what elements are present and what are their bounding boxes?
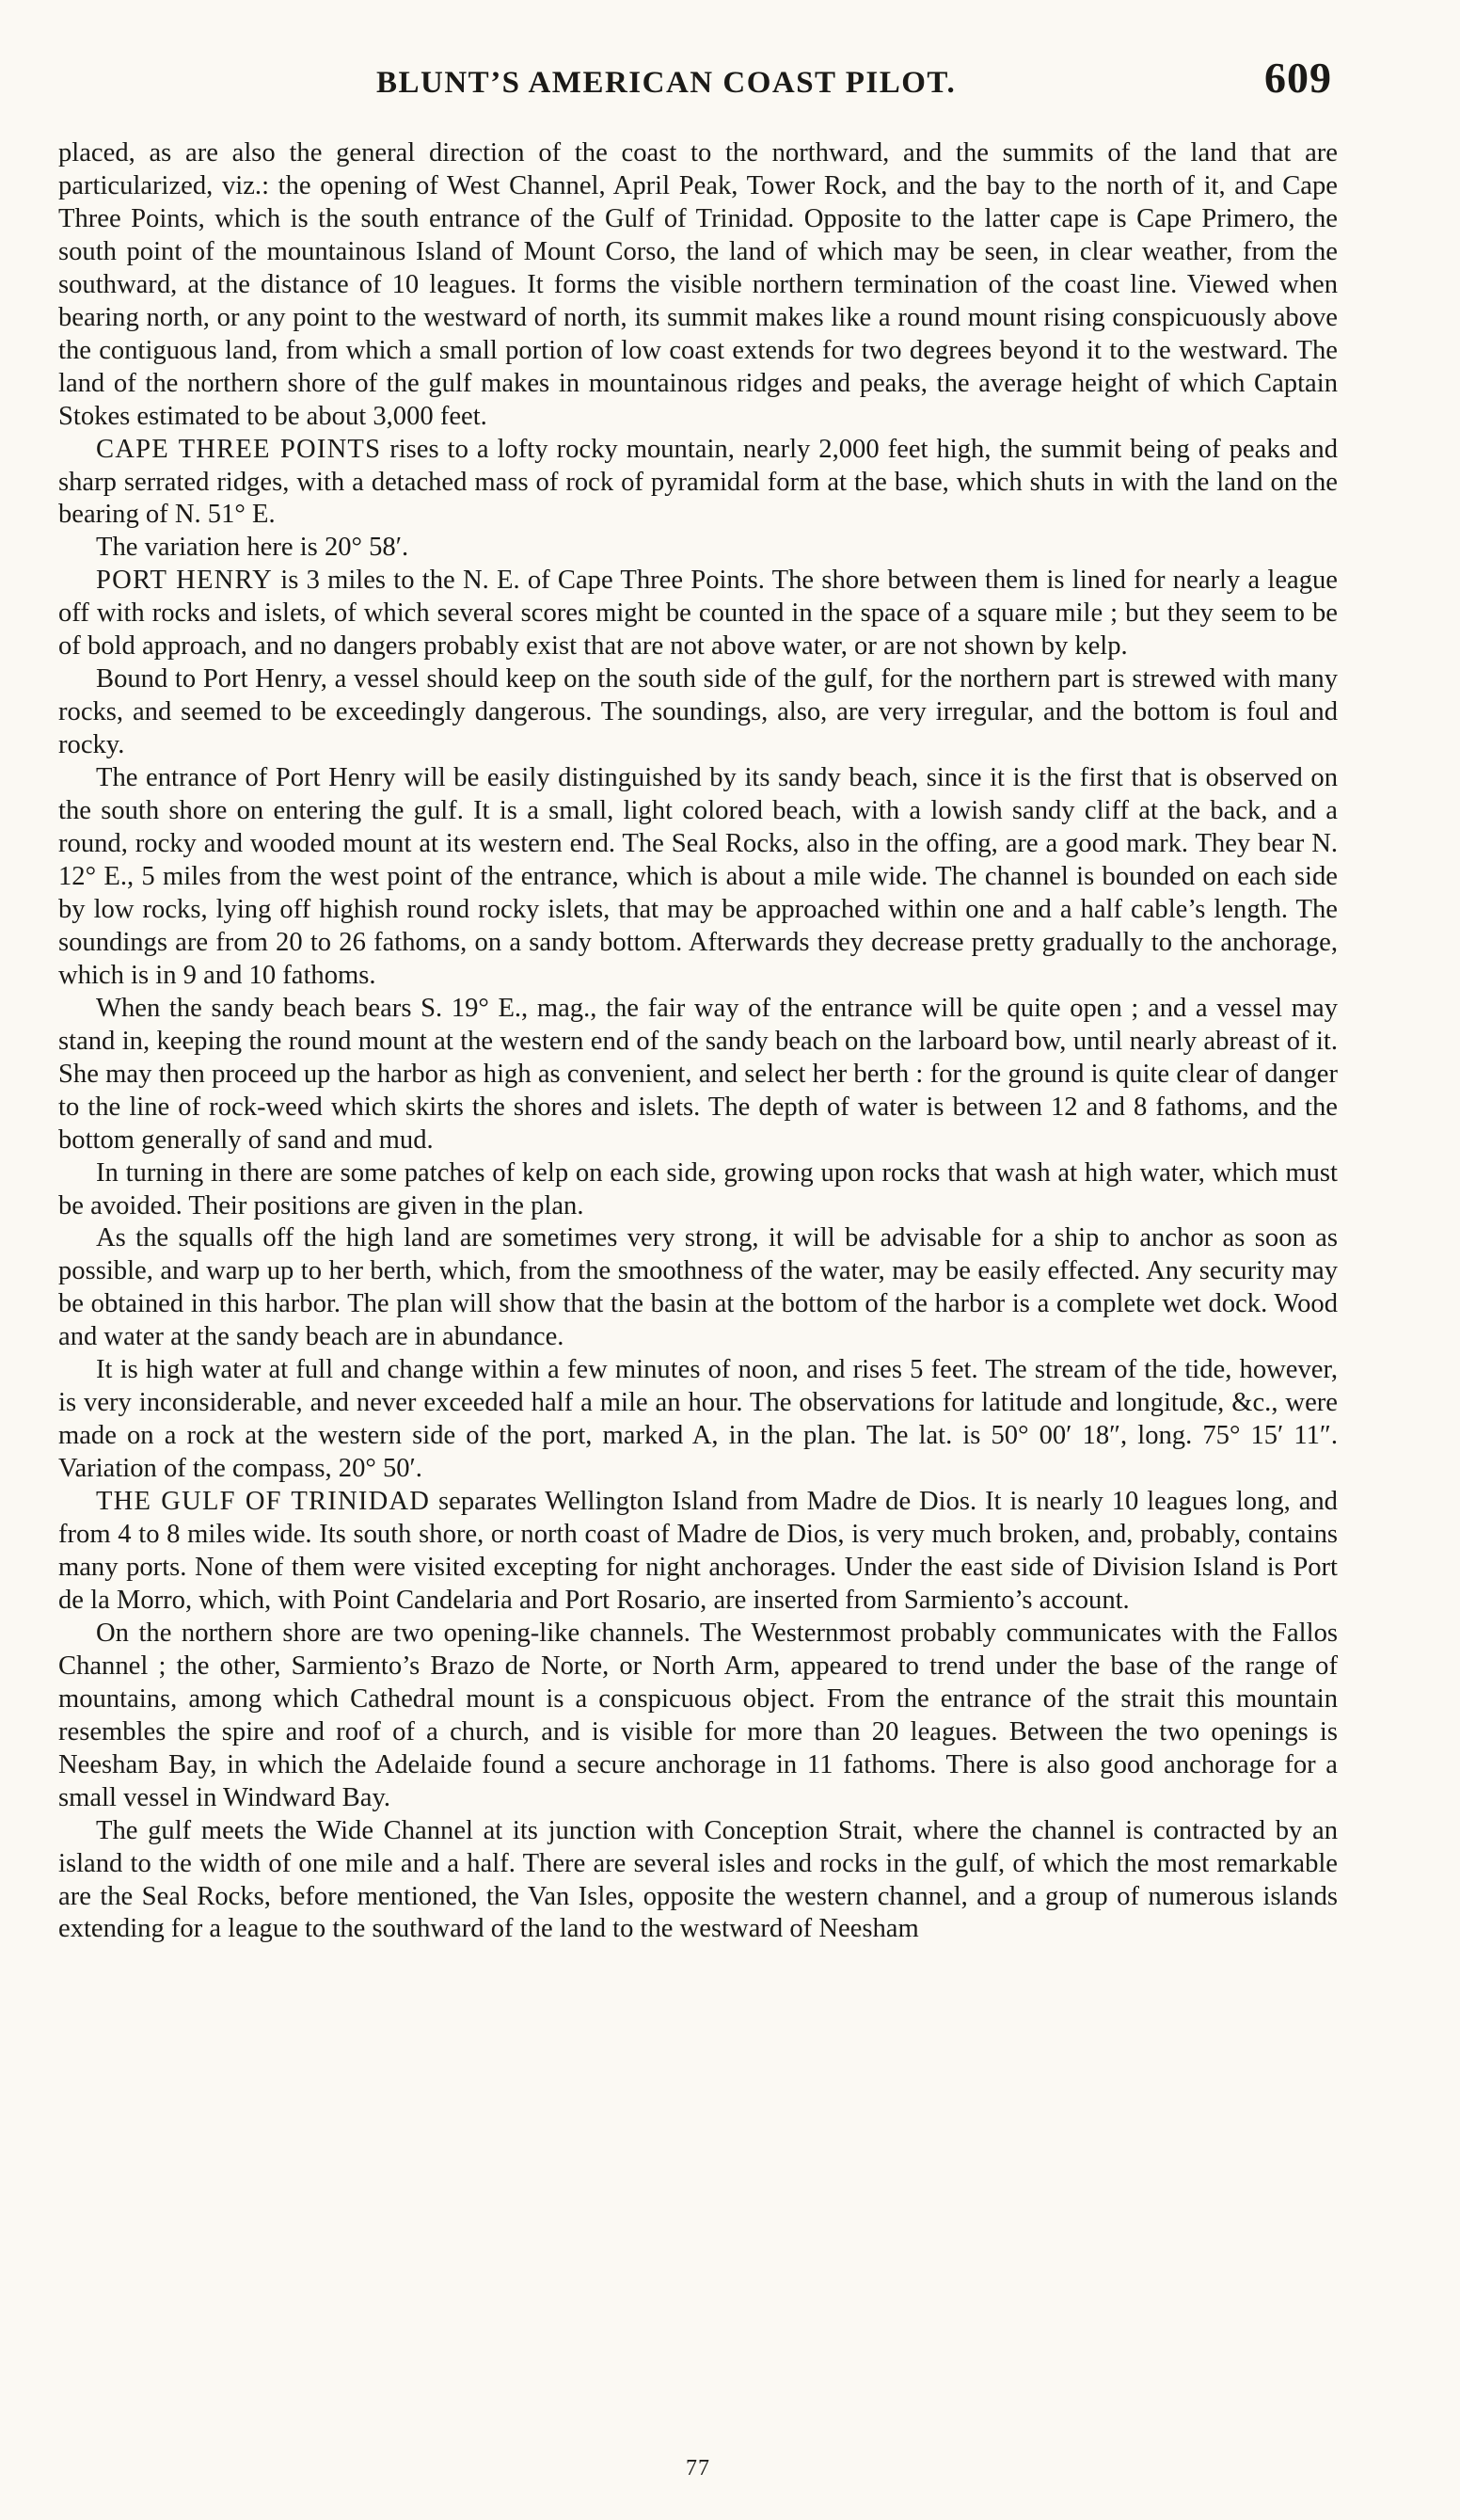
- paragraph-text: placed, as are also the general direction of the coast to the northward, and the summits of the land that are particularized, viz.: the opening of West Channel, April Peak, Tower Rock, and the bay to the north of it, and Cape Three Points, which is the south entrance of the Gulf of Trinidad. Opposite to the latter cape is Cape Primero, the south point of the mountainous Island of Mount Corso, the land of which may be seen, in clear weather, from the southward, at the distance of 10 leagues. It forms the visible northern termination of the coast line. Viewed when bearing north, or any point to the westward of north, its summit makes like a round mount rising conspicuously above the contiguous land, from which a small portion of low coast extends for two degrees beyond it to the westward. The land of the northern shore of the gulf makes in mountainous ridges and peaks, the average height of which Captain Stokes estimated to be about 3,000 feet.: [58, 138, 1338, 431]
- paragraph: [58, 1815, 1338, 1947]
- paragraph-text: Bound to Port Henry, a vessel should keep on the south side of the gulf, for the northern part is strewed with many rocks, and seemed to be exceedingly dangerous. The soundings, also, are very irregular, and the bottom is foul and rocky.: [58, 664, 1338, 760]
- paragraph: [58, 1354, 1338, 1486]
- paragraph-text: The entrance of Port Henry will be easily distinguished by its sandy beach, since it is the first that is observed on the south shore on entering the gulf. It is a small, light colored beach, with a lowish sandy cliff at the back, and a round, rocky and wooded mount at its western end. The Seal Rocks, also in the offing, are a good mark. They bear N. 12° E., 5 miles from the west point of the entrance, which is about a mile wide. The channel is bounded on each side by low rocks, lying off highish round rocky islets, that may be approached within one and a half cable’s length. The soundings are from 20 to 26 fathoms, on a sandy bottom. Afterwards they decrease pretty gradually to the anchorage, which is in 9 and 10 fathoms.: [58, 763, 1338, 990]
- paragraph: [58, 1486, 1338, 1618]
- paragraph: [58, 663, 1338, 762]
- paragraph-lead: CAPE THREE POINTS: [96, 434, 382, 464]
- paragraph: [58, 1222, 1338, 1354]
- paragraph: [58, 762, 1338, 993]
- paragraph: [58, 565, 1338, 663]
- paragraph-text: When the sandy beach bears S. 19° E., mag., the fair way of the entrance will be quite open ; and a vessel may stand in, keeping the round mount at the western end of the sandy beach on the larboard bow, until nearly abreast of it. She may then proceed up the harbor as high as convenient, and select her berth : for the ground is quite clear of danger to the line of rock-weed which skirts the shores and islets. The depth of water is between 12 and 8 fathoms, and the bottom generally of sand and mud.: [58, 993, 1338, 1155]
- page-header: [58, 49, 1338, 117]
- paragraph-text: separates Wellington Island from Madre de Dios. It is nearly 10 leagues long, and from 4 to 8 miles wide. Its south shore, or north coast of Madre de Dios, is very much broken, and, probably, contains many ports. None of them were visited excepting for night anchorages. Under the east side of Division Island is Port de la Morro, which, with Point Candelaria and Port Rosario, are inserted from Sarmiento’s account.: [58, 1487, 1338, 1615]
- paragraph: [58, 137, 1338, 434]
- page-number: 609: [1264, 54, 1332, 102]
- running-title: BLUNT’S AMERICAN COAST PILOT.: [376, 66, 957, 100]
- signature-mark: 77: [686, 2456, 710, 2480]
- paragraph-text: On the northern shore are two opening-like channels. The Westernmost probably communicates with the Fallos Channel ; the other, Sarmiento’s Brazo de Norte, or North Arm, appeared to trend under the base of the range of mountains, among which Cathedral mount is a conspicuous object. From the entrance of the strait this mountain resembles the spire and roof of a church, and is visible for more than 20 leagues. Between the two openings is Neesham Bay, in which the Adelaide found a secure anchorage in 11 fathoms. There is also good anchorage for a small vessel in Windward Bay.: [58, 1618, 1338, 1812]
- paragraph-text: As the squalls off the high land are sometimes very strong, it will be advisable for a ship to anchor as soon as possible, and warp up to her berth, which, from the smoothness of the water, may be easily effected. Any security may be obtained in this harbor. The plan will show that the basin at the bottom of the harbor is a complete wet dock. Wood and water at the sandy beach are in abundance.: [58, 1223, 1338, 1352]
- paragraph: [58, 993, 1338, 1157]
- book-page: [58, 49, 1338, 2496]
- paragraph-text: The gulf meets the Wide Channel at its junction with Conception Strait, where the channel is contracted by an island to the width of one mile and a half. There are several isles and rocks in the gulf, of which the most remarkable are the Seal Rocks, before mentioned, the Van Isles, opposite the western channel, and a group of numerous islands extending for a league to the southward of the land to the westward of Neesham: [58, 1815, 1338, 1944]
- paragraph: [58, 1618, 1338, 1815]
- paragraph-lead: PORT HENRY: [96, 566, 274, 596]
- paragraph: [58, 434, 1338, 533]
- paragraph-text: is 3 miles to the N. E. of Cape Three Points. The shore between them is lined for nearly a league off with rocks and islets, of which several scores might be counted in the space of a square mile ; but they seem to be of bold approach, and no dangers probably exist that are not above water, or are not shown by kelp.: [58, 566, 1338, 662]
- paragraph-text: The variation here is 20° 58′.: [96, 533, 409, 563]
- body-text: [58, 137, 1338, 1946]
- paragraph-text: It is high water at full and change within a few minutes of noon, and rises 5 feet. The stream of the tide, however, is very inconsiderable, and never exceeded half a mile an hour. The observations for latitude and longitude, &c., were made on a rock at the western side of the port, marked A, in the plan. The lat. is 50° 00′ 18″, long. 75° 15′ 11″. Variation of the compass, 20° 50′.: [58, 1355, 1338, 1484]
- paragraph-lead: THE GULF OF TRINIDAD: [96, 1487, 431, 1517]
- paragraph: [58, 532, 1338, 565]
- paragraph: [58, 1157, 1338, 1223]
- paragraph-text: rises to a lofty rocky mountain, nearly 2,000 feet high, the summit being of peaks and sharp serrated ridges, with a detached mass of rock of pyramidal form at the base, which shuts in with the land on the bearing of N. 51° E.: [58, 434, 1338, 530]
- paragraph-text: In turning in there are some patches of kelp on each side, growing upon rocks that wash at high water, which must be avoided. Their positions are given in the plan.: [58, 1157, 1338, 1220]
